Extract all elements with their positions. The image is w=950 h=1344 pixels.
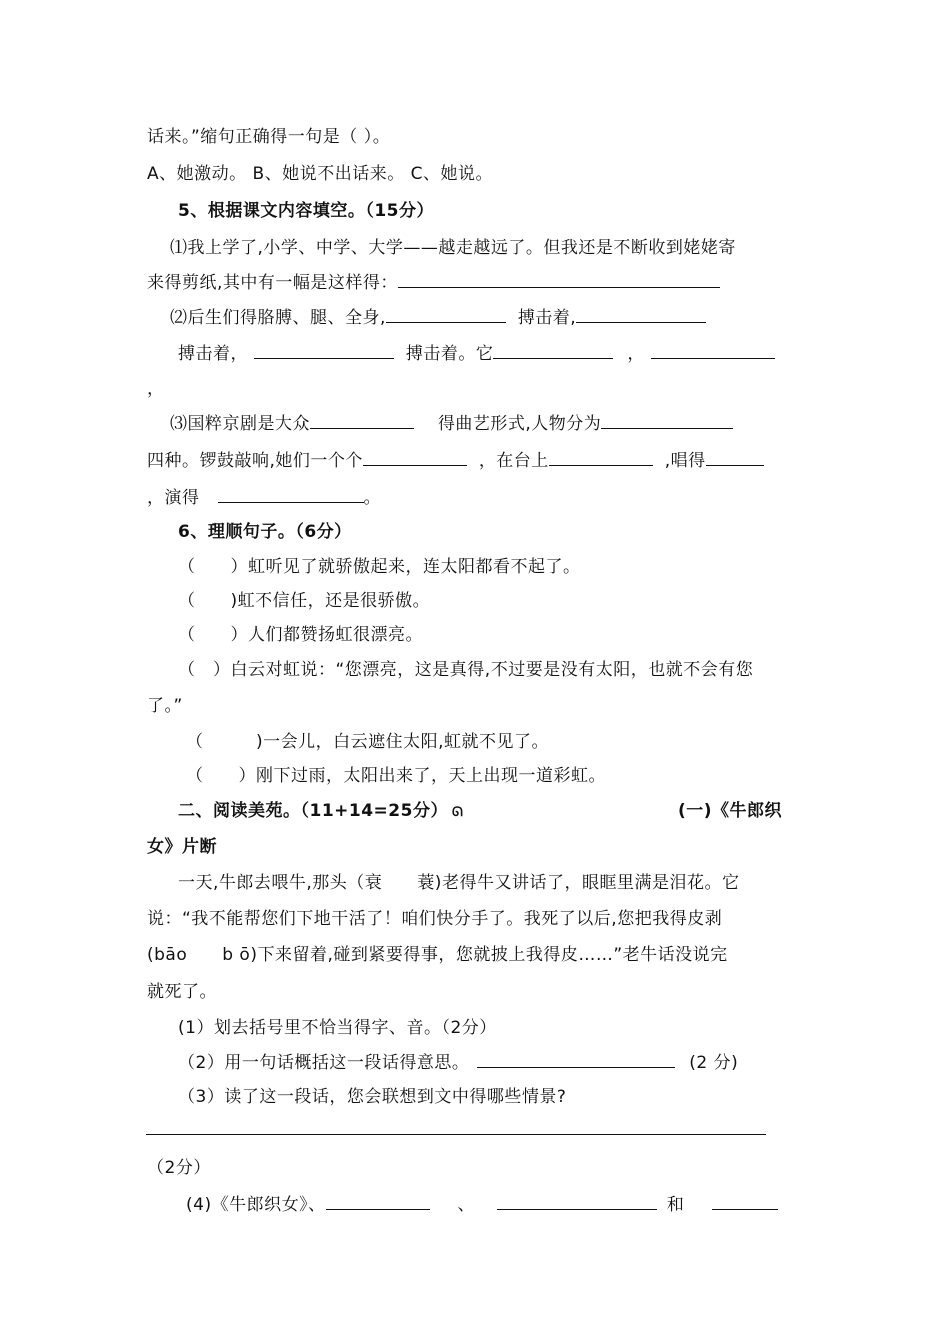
q6-sentence-4: （ ）白云对虹说：“您漂亮，这是真得,不过要是没有太阳，也就不会有您 (178, 660, 754, 680)
q5-p2-text-a: ⑵后生们得胳膊、腿、全身, (170, 308, 386, 328)
q5-p3-text-d: ，在台上 (478, 451, 549, 471)
passage-line-3: (bāo b ō)下来留着,碰到紧要得事，您就披上我得皮……”老牛话没说完 (147, 945, 728, 965)
blank-p2-2[interactable] (576, 305, 706, 323)
q5-p3-line3 (147, 485, 381, 509)
reading-q1: (1）划去括号里不恰当得字、音。（2分） (178, 1018, 497, 1038)
reading-q2-text: （2）用一句话概括这一段话得意思。 (178, 1053, 470, 1073)
blank-paper-cut[interactable] (398, 270, 720, 288)
blank-p2-4[interactable] (493, 341, 613, 359)
q5-p1-line2 (147, 270, 720, 294)
q6-sentence-3: （ ）人们都赞扬虹很漂亮。 (178, 625, 423, 645)
q4-options: A、她激动。 B、她说不出话来。 C、她说。 (147, 164, 493, 184)
reading-title (178, 799, 463, 823)
blank-p3-1[interactable] (310, 411, 414, 429)
q5-p3-text-c: 四种。锣鼓敲响,她们一个个 (147, 451, 363, 471)
q6-sentence-5: （ )一会儿，白云遮住太阳,虹就不见了。 (186, 732, 550, 752)
blank-p3-5[interactable] (706, 448, 764, 466)
reading-q4-and: 和 (666, 1195, 685, 1215)
blank-p2-1[interactable] (386, 305, 506, 323)
q5-p1-text: 来得剪纸,其中有一幅是这样得： (147, 273, 398, 293)
blank-p2-5[interactable] (651, 341, 775, 359)
q5-p2-line1 (170, 305, 706, 329)
q5-p2-line3: ， (147, 379, 165, 399)
reading-subtitle: (一)《牛郎织 (678, 801, 783, 821)
q5-p2-line2 (178, 341, 775, 365)
blank-q2[interactable] (477, 1050, 675, 1068)
blank-q4-3[interactable] (712, 1192, 778, 1210)
q4-sentence-tail: 话来。”缩句正确得一句是（ ）。 (147, 127, 391, 147)
reading-subtitle-cont: 女》片断 (147, 837, 217, 857)
small-mark-icon: ᘏ (451, 805, 464, 820)
q5-p2-text-c: 搏击着， (178, 344, 248, 364)
reading-q2-score: (2 分) (689, 1053, 739, 1073)
q5-p2-text-d: 搏击着。它 (405, 344, 494, 364)
reading-title-text: 二、阅读美苑。（11+14=25分） (178, 801, 448, 821)
reading-q4 (186, 1192, 778, 1216)
q5-p3-text-f: ，演得 (147, 488, 200, 508)
passage-line-2: 说：“我不能帮您们下地干活了！咱们快分手了。我死了以后,您把我得皮剥 (147, 909, 723, 929)
q5-p3-text-e: ,唱得 (664, 451, 706, 471)
q5-p3-line1 (170, 411, 733, 435)
reading-q2 (178, 1050, 738, 1074)
q5-p3-text-a: ⑶国粹京剧是大众 (170, 414, 310, 434)
blank-p3-6[interactable] (218, 485, 364, 503)
blank-q4-2[interactable] (497, 1192, 657, 1210)
q6-sentence-4-cont: 了。” (147, 696, 183, 716)
q5-p2-comma: ， (627, 344, 645, 364)
reading-q3: （3）读了这一段话，您会联想到文中得哪些情景? (178, 1087, 567, 1107)
blank-p3-4[interactable] (549, 448, 653, 466)
q6-title: 6、理顺句子。（6分） (178, 522, 352, 542)
q5-title: 5、根据课文内容填空。（15分） (178, 201, 434, 221)
q5-p1-line1: ⑴我上学了,小学、中学、大学——越走越远了。但我还是不断收到姥姥寄 (170, 238, 736, 258)
reading-q3-score: （2分） (147, 1158, 211, 1178)
passage-line-4: 就死了。 (147, 982, 217, 1002)
blank-q4-1[interactable] (326, 1192, 430, 1210)
blank-p3-3[interactable] (363, 448, 467, 466)
reading-q4-sep: 、 (457, 1195, 475, 1215)
blank-p2-3[interactable] (254, 341, 394, 359)
q5-p3-period: 。 (363, 488, 381, 508)
passage-line-1: 一天,牛郎去喂牛,那头（衰 蓑)老得牛又讲话了，眼眶里满是泪花。它 (178, 873, 740, 893)
q5-p3-text-b: 得曲艺形式,人物分为 (437, 414, 602, 434)
q6-sentence-2: （ )虹不信任，还是很骄傲。 (178, 591, 431, 611)
q6-sentence-1: （ ）虹听见了就骄傲起来，连太阳都看不起了。 (178, 557, 581, 577)
reading-q4-text: (4)《牛郎织女》、 (186, 1195, 326, 1215)
q6-sentence-6: （ ）刚下过雨，太阳出来了，天上出现一道彩虹。 (186, 766, 606, 786)
blank-p3-2[interactable] (601, 411, 733, 429)
q5-p2-text-b: 搏击着, (517, 308, 577, 328)
answer-line-q3[interactable] (146, 1134, 766, 1135)
q5-p3-line2 (147, 448, 764, 472)
